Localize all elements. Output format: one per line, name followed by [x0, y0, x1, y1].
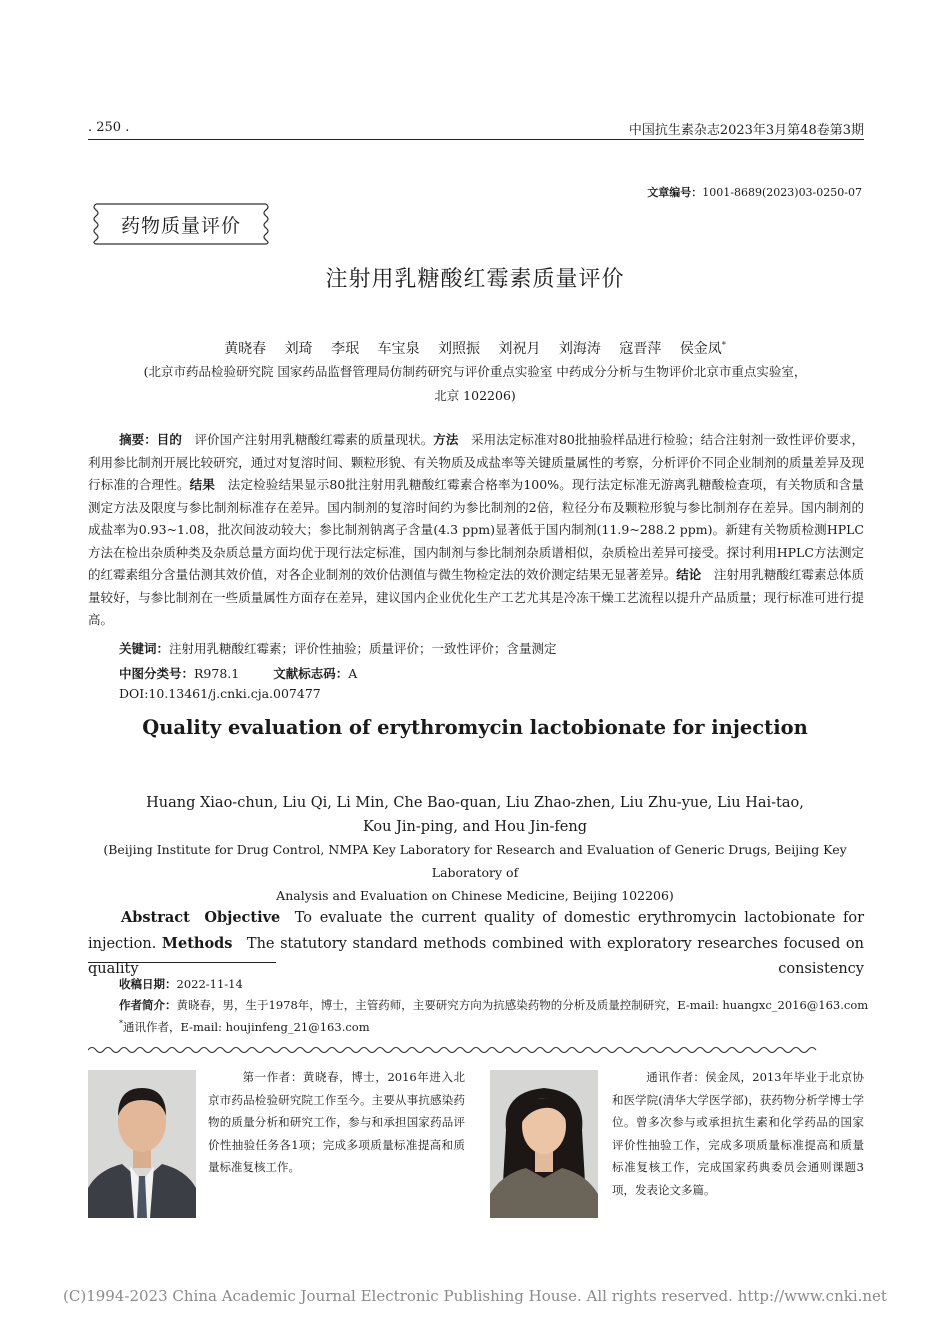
doi: DOI:10.13461/j.cnki.cja.007477 [119, 686, 321, 701]
corresponding-mark: * [721, 340, 726, 350]
author-cn: 刘海涛 [558, 341, 601, 357]
journal-issue: 中国抗生素杂志2023年3月第48卷第3期 [628, 123, 864, 138]
received-date: 收稿日期：2022-11-14 [119, 977, 243, 991]
methods-en-label: Methods [161, 935, 233, 952]
footnote-rule [88, 962, 276, 963]
authors-en: Huang Xiao-chun, Liu Qi, Li Min, Che Bao-quan, Liu Zhao-zhen, Liu Zhu-yue, Liu Hai-tao, Kou Jin-ping, and Hou Jin-feng [146, 795, 804, 835]
abstract-label: 摘要： [119, 432, 157, 447]
abstract-en [88, 905, 864, 982]
authors-cn [0, 338, 950, 358]
copyright-watermark: (C)1994-2023 China Academic Journal Electronic Publishing House. All rights reserved. http://www.cnki.net [63, 1287, 887, 1305]
objective-en-label: Objective [204, 909, 281, 926]
affiliation-cn: (北京市药品检验研究院 国家药品监督管理局仿制药研究与评价重点实验室 中药成分分析与生物评价北京市重点实验室， 北京 102206) [143, 364, 807, 403]
first-author-bio: 第一作者：黄晓春，博士，2016年进入北京市药品检验研究院工作至今。主要从事抗感染药物的质量分析和研究工作，参与和承担国家药品评价性抽验任务各1项；完成多项质量标准提高和质量标准复核工作。 [208, 1070, 466, 1174]
author-cn: 刘琦 [284, 341, 313, 357]
author-cn: 寇晋萍 [619, 341, 662, 357]
objective-en-text: To evaluate the current quality of domestic erythromycin lactobionate for injection. [88, 910, 864, 952]
column-label: 药物质量评价 [120, 214, 241, 237]
methods-en-text: The statutory standard methods combined with exploratory researches focused on quality consistency [88, 936, 865, 977]
author-cn: 车宝泉 [377, 341, 420, 357]
corresponding-author-photo [490, 1070, 598, 1218]
author-info: 作者简介：黄晓春，男，生于1978年，博士，主管药师，主要研究方向为抗感染药物的分析及质量控制研究，E-mail: huangxc_2016@163.com [119, 998, 869, 1012]
methods-text: 采用法定标准对80批抽验样品进行检验；结合注射剂一致性评价要求，利用参比制剂开展比较研究，通过对复溶时间、颗粒形貌、有关物质及成盐率等关键质量属性的考察，分析评价不同企业制剂的质量差异及现行标准的合理性。 [88, 432, 864, 492]
author-cn-corresponding: 侯金凤* [679, 340, 726, 357]
article-number: 文章编号：1001-8689(2023)03-0250-07 [647, 186, 862, 199]
title-en: Quality evaluation of erythromycin lactobionate for injection [142, 716, 808, 739]
first-author-photo [88, 1070, 196, 1218]
corresponding-author-bio: 通讯作者：侯金凤，2013年毕业于北京协和医学院(清华大学医学部)，获药物分析学博士学位。曾多次参与或承担抗生素和化学药品的国家评价性抽验工作，完成多项质量标准提高和质量标准复核工作，完成国家药典委员会通则课题3项，发表论文多篇。 [612, 1070, 864, 1197]
objective-text: 评价国产注射用乳糖酸红霉素的质量现状。 [194, 432, 434, 447]
header-rule [88, 139, 864, 140]
author-cn: 李珉 [331, 341, 360, 357]
methods-label: 方法 [433, 432, 459, 447]
objective-label: 目的 [156, 432, 182, 447]
title-cn: 注射用乳糖酸红霉素质量评价 [325, 267, 625, 292]
page-number: . 250 . [88, 120, 130, 135]
abstract-cn [88, 429, 864, 632]
conclusion-label: 结论 [676, 567, 702, 582]
affiliation-en: (Beijing Institute for Drug Control, NMPA Key Laboratory for Research and Evaluation of Generic Drugs, Beijing Key Laboratory of Analysis and Evaluation on Chinese Medicine, Beijing 102206) [103, 842, 847, 903]
corresponding-info: *通讯作者，E-mail: houjinfeng_21@163.com [119, 1019, 370, 1034]
author-cn: 刘照振 [438, 341, 480, 357]
keywords: 关键词：注射用乳糖酸红霉素；评价性抽验；质量评价；一致性评价；含量测定 [119, 641, 557, 656]
author-cn: 黄晓春 [224, 341, 267, 357]
column-label-box [88, 200, 274, 248]
wavy-divider [88, 1044, 864, 1056]
abstract-en-label: Abstract [121, 909, 190, 926]
classification: 中图分类号：R978.1 文献标志码：A [119, 666, 358, 681]
results-label: 结果 [189, 477, 216, 492]
author-cn: 刘祝月 [498, 341, 541, 357]
conclusion-text: 注射用乳糖酸红霉素总体质量较好，与参比制剂在一些质量属性方面存在差异，建议国内企业优化生产工艺尤其是冷冻干燥工艺流程以提升产品质量；现行标准可进行提高。 [88, 567, 864, 627]
results-text: 法定检验结果显示80批注射用乳糖酸红霉素合格率为100%。现行法定标准无游离乳糖酸检查项，有关物质和含量测定方法及限度与参比制剂标准存在差异。国内制剂的复溶时间约为参比制剂的2倍，粒径分布及颗粒形貌与参比制剂存在差异。国内制剂的成盐率为0.93~1.08，批次间波动较大；参比制剂钠离子含量(4.3 ppm)显著低于国内制剂(11.9~288.2 ppm)。新建有关物质检测HPLC方法在检出杂质种类及杂质总量方面均优于现行法定标准，国内制剂与参比制剂杂质谱相似，杂质检出差异可接受。探讨利用HPLC方法测定的红霉素组分含量估测其效价值，对各企业制剂的效价估测值与微生物检定法的效价测定结果无显著差异。 [88, 477, 864, 582]
